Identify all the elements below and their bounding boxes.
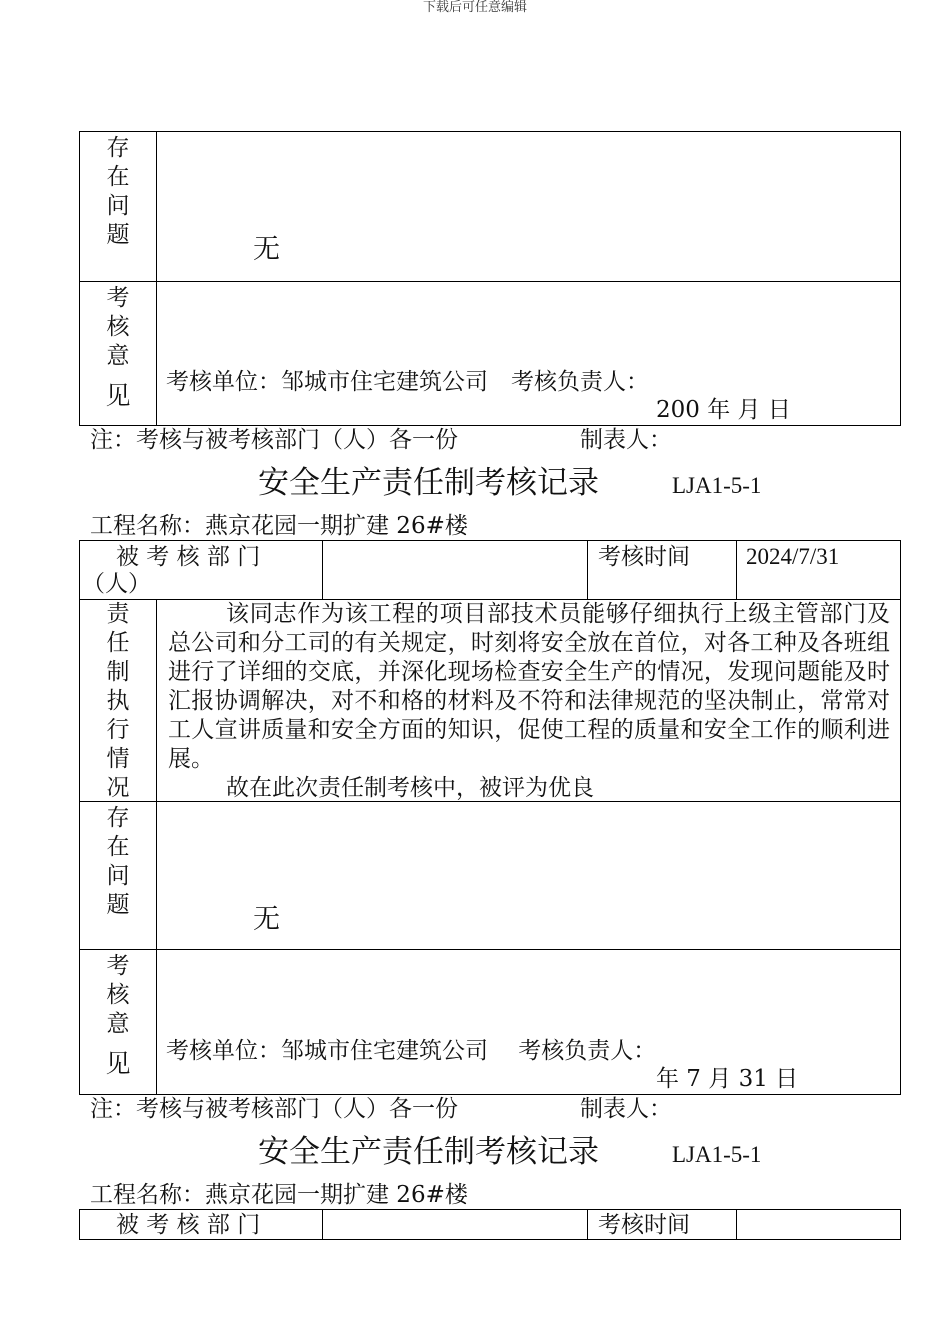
dept-row [80, 541, 900, 599]
time-label: 考核时间 [598, 544, 690, 570]
time-col-divider-3 [587, 1210, 588, 1239]
copy-note-2: 注：考核与被考核部门（人）各一份 [90, 1096, 458, 1122]
preparer-1: 制表人： [580, 427, 672, 453]
opinion-label-top: 考核意 [106, 285, 130, 369]
issues-label-cell-2 [80, 802, 157, 950]
project-name-2: 工程名称：燕京花园一期扩建 26#楼 [90, 513, 468, 539]
time-label-3: 考核时间 [598, 1212, 690, 1238]
issues-row [80, 132, 900, 281]
page-header-note: 下载后可任意编辑 [422, 0, 527, 15]
opinion-label-top-2: 考核意 [106, 953, 130, 1037]
time-value: 2024/7/31 [746, 544, 840, 569]
dept-col-divider-3 [322, 1210, 323, 1239]
opinion-row [80, 281, 900, 426]
review-date-line: 200 年 月 日 [656, 397, 791, 423]
record-code-2: LJA1-5-1 [672, 473, 762, 498]
review-unit-line: 考核单位：邹城市住宅建筑公司 考核负责人： [166, 369, 649, 395]
copy-note-1: 注：考核与被考核部门（人）各一份 [90, 427, 458, 453]
time-value-divider-3 [736, 1210, 737, 1239]
record-title-2: 安全生产责任制考核记录 [258, 465, 599, 501]
time-value-divider [736, 541, 737, 599]
dept-person-label: （人） [82, 571, 151, 597]
review-table-3 [79, 1209, 901, 1240]
issues-value: 无 [253, 234, 280, 265]
dept-label: 被 考 核 部 门 [116, 544, 261, 570]
dept-label-3: 被 考 核 部 门 [116, 1212, 261, 1238]
opinion-label-bottom-2: 见 [105, 1049, 131, 1078]
opinion-label-cell [80, 282, 157, 426]
opinion-label-bottom: 见 [105, 381, 131, 410]
duty-paragraph-2: 故在此次责任制考核中，被评为优良 [226, 775, 594, 801]
preparer-2: 制表人： [580, 1096, 672, 1122]
review-table-1 [79, 131, 901, 426]
record-title-3: 安全生产责任制考核记录 [258, 1134, 599, 1170]
dept-row-3 [80, 1210, 900, 1239]
duty-paragraph-1: 该同志作为该工程的项目部技术员能够仔细执行上级主管部门及总公司和分工司的有关规定，时刻将安全放在首位，对各工种及各班组进行了详细的交底，并深化现场检查安全生产的情况，发现问题能及时汇报协调解决，对不和格的材料及不符和法律规范的坚决制止，常常对工人宣讲质量和安全方面的知识，促使工程的质量和安全工作的顺利进展。 [168, 601, 890, 772]
duty-label-cell [80, 600, 157, 802]
issues-label-2: 存在问题 [106, 805, 130, 918]
duty-label: 责任制执行情况 [106, 601, 130, 801]
issues-label: 存在问题 [106, 135, 130, 248]
opinion-row-2 [80, 949, 900, 1095]
duty-row [80, 599, 900, 802]
record-code-3: LJA1-5-1 [672, 1142, 762, 1167]
opinion-label-cell-2 [80, 950, 157, 1095]
issues-label-cell [80, 132, 157, 281]
project-name-3: 工程名称：燕京花园一期扩建 26#楼 [90, 1182, 468, 1208]
issues-row-2 [80, 801, 900, 950]
review-date-line-2: 年 7 月 31 日 [656, 1066, 799, 1092]
review-unit-line-2: 考核单位：邹城市住宅建筑公司 考核负责人： [166, 1038, 657, 1064]
time-col-divider [587, 541, 588, 599]
dept-col-divider [322, 541, 323, 599]
issues-value-2: 无 [253, 904, 280, 935]
review-table-2 [79, 540, 901, 1095]
